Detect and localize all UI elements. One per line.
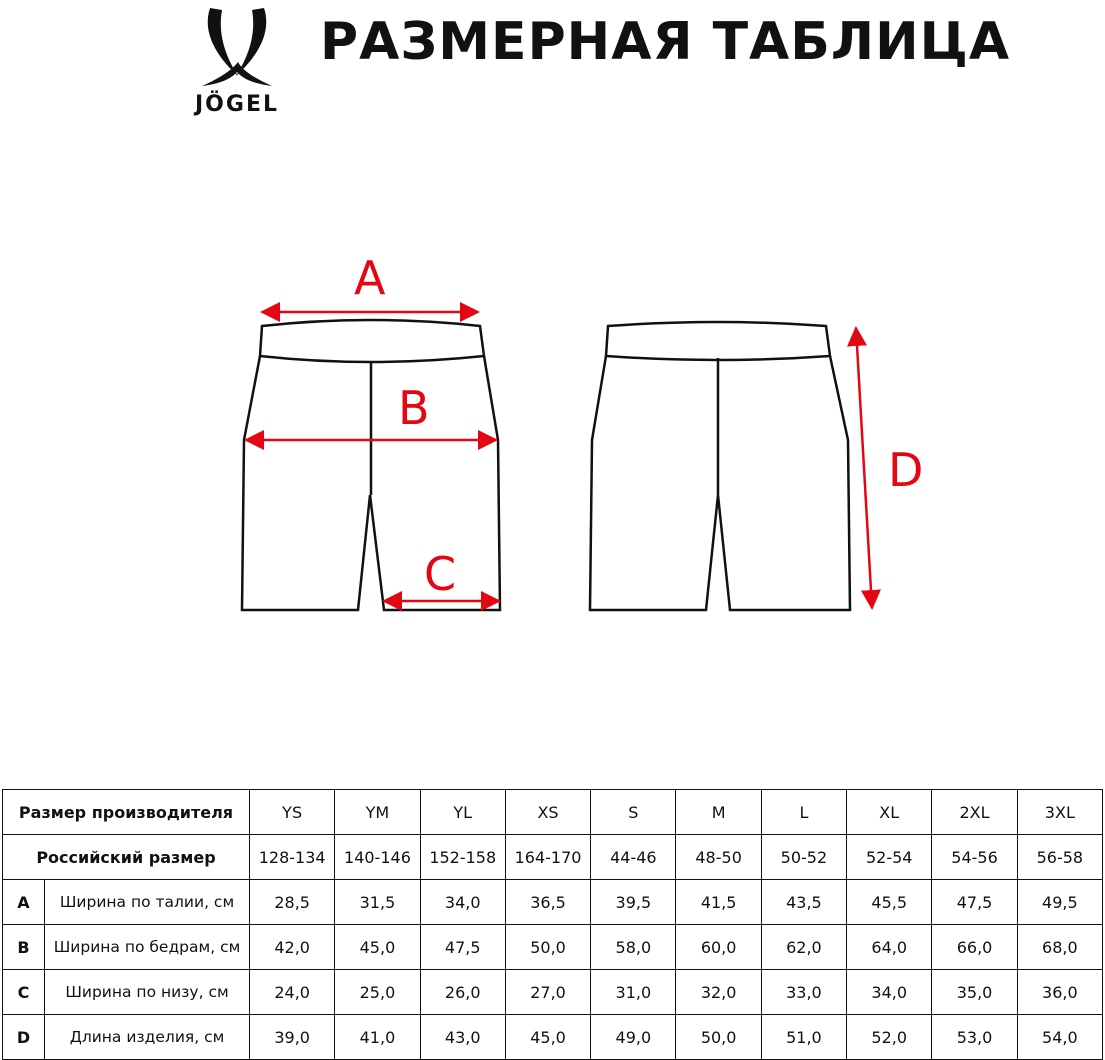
size-header-cell: 128-134: [250, 835, 335, 880]
measurement-value-cell: 34,0: [420, 880, 505, 925]
measurement-value-cell: 45,0: [505, 1015, 590, 1060]
size-header-cell: YS: [250, 790, 335, 835]
measurement-value-cell: 31,0: [591, 970, 676, 1015]
measurement-value-cell: 36,5: [505, 880, 590, 925]
measurement-value-cell: 50,0: [505, 925, 590, 970]
measurement-value-cell: 58,0: [591, 925, 676, 970]
size-header-cell: M: [676, 790, 761, 835]
measurement-letter: C: [3, 970, 45, 1015]
measurement-value-cell: 24,0: [250, 970, 335, 1015]
size-header-cell: 164-170: [505, 835, 590, 880]
measurement-value-cell: 36,0: [1017, 970, 1102, 1015]
size-header-row: [3, 835, 1103, 880]
size-header-cell: 140-146: [335, 835, 420, 880]
measure-b-label: B: [398, 381, 430, 435]
shorts-back-view: [590, 322, 850, 610]
measurement-name: Ширина по низу, см: [45, 970, 250, 1015]
size-header-cell: 48-50: [676, 835, 761, 880]
measurement-value-cell: 26,0: [420, 970, 505, 1015]
table-row: [3, 880, 1103, 925]
measurement-value-cell: 54,0: [1017, 1015, 1102, 1060]
size-header-cell: 52-54: [847, 835, 932, 880]
size-header-cell: L: [761, 790, 846, 835]
size-table: [2, 789, 1103, 1060]
measurement-value-cell: 41,0: [335, 1015, 420, 1060]
measurement-value-cell: 43,5: [761, 880, 846, 925]
size-header-cell: YM: [335, 790, 420, 835]
measurement-value-cell: 53,0: [932, 1015, 1017, 1060]
measurement-value-cell: 51,0: [761, 1015, 846, 1060]
measurement-value-cell: 45,5: [847, 880, 932, 925]
table-row: [3, 970, 1103, 1015]
size-header-cell: XS: [505, 790, 590, 835]
measurement-value-cell: 66,0: [932, 925, 1017, 970]
measurement-value-cell: 60,0: [676, 925, 761, 970]
measurement-value-cell: 42,0: [250, 925, 335, 970]
measurement-value-cell: 49,5: [1017, 880, 1102, 925]
measurement-value-cell: 43,0: [420, 1015, 505, 1060]
measure-d-label: D: [888, 443, 924, 497]
measurement-name: Ширина по талии, см: [45, 880, 250, 925]
size-table-body: [3, 790, 1103, 1060]
size-header-cell: YL: [420, 790, 505, 835]
size-header-cell: 54-56: [932, 835, 1017, 880]
measurement-value-cell: 32,0: [676, 970, 761, 1015]
measurement-value-cell: 27,0: [505, 970, 590, 1015]
page-title: РАЗМЕРНАЯ ТАБЛИЦА: [320, 12, 1011, 72]
size-header-cell: 2XL: [932, 790, 1017, 835]
measurement-value-cell: 35,0: [932, 970, 1017, 1015]
brand-wordmark: JÖGEL: [195, 92, 279, 117]
size-header-cell: S: [591, 790, 676, 835]
measurement-value-cell: 50,0: [676, 1015, 761, 1060]
size-header-cell: 3XL: [1017, 790, 1102, 835]
measure-a-label: A: [354, 251, 386, 305]
table-row: [3, 925, 1103, 970]
measurement-value-cell: 47,5: [420, 925, 505, 970]
measurement-name: Длина изделия, см: [45, 1015, 250, 1060]
measurement-letter: B: [3, 925, 45, 970]
measurement-value-cell: 41,5: [676, 880, 761, 925]
measurement-value-cell: 34,0: [847, 970, 932, 1015]
header-row-label: Размер производителя: [3, 790, 250, 835]
measurement-letter: A: [3, 880, 45, 925]
measurement-name: Ширина по бедрам, см: [45, 925, 250, 970]
shorts-measurement-diagram: [0, 200, 1105, 660]
measurement-value-cell: 33,0: [761, 970, 846, 1015]
measurement-value-cell: 47,5: [932, 880, 1017, 925]
measurement-value-cell: 39,0: [250, 1015, 335, 1060]
measurement-value-cell: 62,0: [761, 925, 846, 970]
measurement-letter: D: [3, 1015, 45, 1060]
table-row: [3, 1015, 1103, 1060]
measurement-value-cell: 64,0: [847, 925, 932, 970]
size-header-cell: 152-158: [420, 835, 505, 880]
measurement-value-cell: 25,0: [335, 970, 420, 1015]
header-row-label: Российский размер: [3, 835, 250, 880]
measurement-value-cell: 52,0: [847, 1015, 932, 1060]
measurement-value-cell: 49,0: [591, 1015, 676, 1060]
measure-d-arrow: [856, 328, 872, 608]
brand-logo: [172, 4, 302, 122]
measurement-value-cell: 31,5: [335, 880, 420, 925]
size-header-cell: 50-52: [761, 835, 846, 880]
shorts-front-view: [242, 320, 500, 610]
measurement-value-cell: 28,5: [250, 880, 335, 925]
size-header-cell: 56-58: [1017, 835, 1102, 880]
measurement-value-cell: 39,5: [591, 880, 676, 925]
measurement-value-cell: 68,0: [1017, 925, 1102, 970]
brand-emblem-icon: [172, 4, 302, 94]
size-header-cell: XL: [847, 790, 932, 835]
measurement-value-cell: 45,0: [335, 925, 420, 970]
size-header-cell: 44-46: [591, 835, 676, 880]
size-header-row: [3, 790, 1103, 835]
measure-c-label: C: [424, 547, 457, 601]
